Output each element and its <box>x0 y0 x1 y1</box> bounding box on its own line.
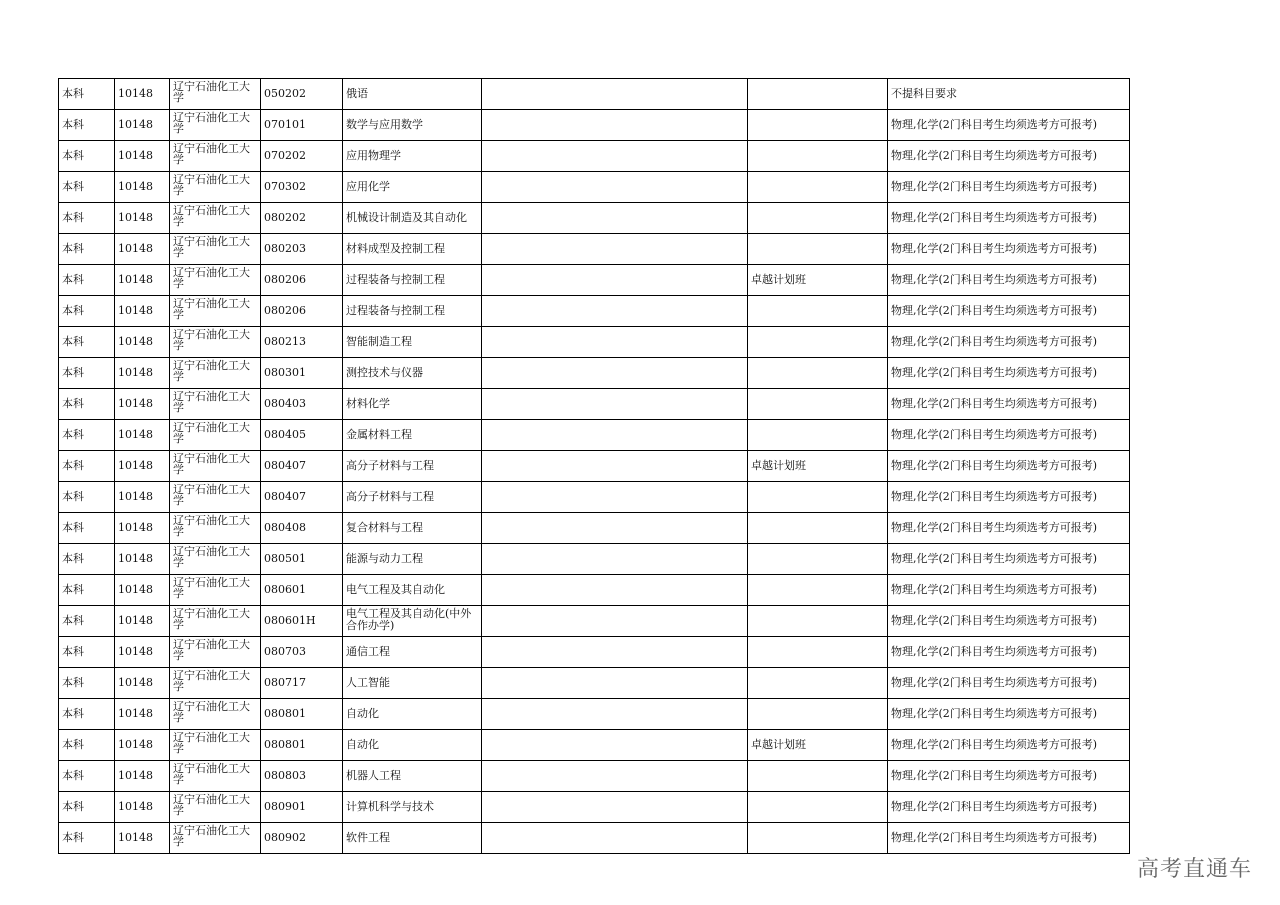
cell-note: 卓越计划班 <box>748 265 888 296</box>
cell-note <box>748 606 888 637</box>
cell-school-code: 10148 <box>115 172 170 203</box>
cell-major-code: 080801 <box>261 699 343 730</box>
table-row <box>59 327 1130 358</box>
cell-level: 本科 <box>59 265 115 296</box>
cell-level: 本科 <box>59 389 115 420</box>
cell-level: 本科 <box>59 420 115 451</box>
cell-major-code: 080717 <box>261 668 343 699</box>
cell-subject-requirement: 物理,化学(2门科目考生均须选考方可报考) <box>888 482 1130 513</box>
cell-blank <box>482 699 748 730</box>
cell-school-name: 辽宁石油化工大学 <box>170 513 261 544</box>
admission-table <box>58 78 1130 854</box>
cell-note <box>748 544 888 575</box>
cell-major-code: 080206 <box>261 265 343 296</box>
cell-major-code: 070302 <box>261 172 343 203</box>
cell-school-name: 辽宁石油化工大学 <box>170 110 261 141</box>
table-row <box>59 420 1130 451</box>
cell-school-code: 10148 <box>115 761 170 792</box>
cell-subject-requirement: 物理,化学(2门科目考生均须选考方可报考) <box>888 544 1130 575</box>
cell-subject-requirement: 物理,化学(2门科目考生均须选考方可报考) <box>888 389 1130 420</box>
table-row <box>59 792 1130 823</box>
cell-school-name: 辽宁石油化工大学 <box>170 358 261 389</box>
cell-blank <box>482 141 748 172</box>
table-row <box>59 296 1130 327</box>
cell-major-code: 080901 <box>261 792 343 823</box>
cell-level: 本科 <box>59 110 115 141</box>
cell-subject-requirement: 物理,化学(2门科目考生均须选考方可报考) <box>888 606 1130 637</box>
cell-subject-requirement: 物理,化学(2门科目考生均须选考方可报考) <box>888 110 1130 141</box>
cell-school-name: 辽宁石油化工大学 <box>170 296 261 327</box>
cell-major-name: 高分子材料与工程 <box>343 482 482 513</box>
cell-subject-requirement: 物理,化学(2门科目考生均须选考方可报考) <box>888 420 1130 451</box>
cell-level: 本科 <box>59 79 115 110</box>
cell-level: 本科 <box>59 451 115 482</box>
cell-school-name: 辽宁石油化工大学 <box>170 172 261 203</box>
cell-major-code: 080407 <box>261 482 343 513</box>
cell-school-name: 辽宁石油化工大学 <box>170 761 261 792</box>
cell-school-code: 10148 <box>115 110 170 141</box>
cell-school-name: 辽宁石油化工大学 <box>170 730 261 761</box>
cell-major-name: 能源与动力工程 <box>343 544 482 575</box>
cell-note <box>748 234 888 265</box>
cell-blank <box>482 420 748 451</box>
cell-note <box>748 792 888 823</box>
cell-note: 卓越计划班 <box>748 730 888 761</box>
cell-blank <box>482 327 748 358</box>
cell-level: 本科 <box>59 327 115 358</box>
cell-level: 本科 <box>59 203 115 234</box>
table-row <box>59 637 1130 668</box>
table-body <box>59 79 1130 854</box>
cell-school-code: 10148 <box>115 141 170 172</box>
cell-major-code: 080202 <box>261 203 343 234</box>
cell-major-code: 070202 <box>261 141 343 172</box>
table-row <box>59 451 1130 482</box>
cell-note <box>748 420 888 451</box>
cell-major-name: 数学与应用数学 <box>343 110 482 141</box>
cell-blank <box>482 637 748 668</box>
cell-school-code: 10148 <box>115 358 170 389</box>
cell-major-name: 材料成型及控制工程 <box>343 234 482 265</box>
cell-school-code: 10148 <box>115 637 170 668</box>
cell-major-name: 计算机科学与技术 <box>343 792 482 823</box>
table-row <box>59 265 1130 296</box>
cell-blank <box>482 544 748 575</box>
cell-subject-requirement: 物理,化学(2门科目考生均须选考方可报考) <box>888 451 1130 482</box>
cell-note <box>748 823 888 854</box>
cell-note <box>748 482 888 513</box>
table-row <box>59 389 1130 420</box>
cell-major-code: 080902 <box>261 823 343 854</box>
cell-school-code: 10148 <box>115 823 170 854</box>
cell-school-name: 辽宁石油化工大学 <box>170 141 261 172</box>
cell-note <box>748 203 888 234</box>
cell-level: 本科 <box>59 668 115 699</box>
cell-note <box>748 637 888 668</box>
cell-subject-requirement: 物理,化学(2门科目考生均须选考方可报考) <box>888 761 1130 792</box>
cell-blank <box>482 110 748 141</box>
table-row <box>59 823 1130 854</box>
cell-school-name: 辽宁石油化工大学 <box>170 575 261 606</box>
cell-level: 本科 <box>59 637 115 668</box>
cell-level: 本科 <box>59 606 115 637</box>
table-row <box>59 141 1130 172</box>
cell-level: 本科 <box>59 699 115 730</box>
cell-major-name: 测控技术与仪器 <box>343 358 482 389</box>
cell-major-code: 080703 <box>261 637 343 668</box>
cell-school-code: 10148 <box>115 451 170 482</box>
cell-major-code: 080407 <box>261 451 343 482</box>
cell-subject-requirement: 物理,化学(2门科目考生均须选考方可报考) <box>888 296 1130 327</box>
cell-blank <box>482 451 748 482</box>
cell-school-name: 辽宁石油化工大学 <box>170 823 261 854</box>
cell-school-code: 10148 <box>115 699 170 730</box>
cell-major-code: 080803 <box>261 761 343 792</box>
cell-subject-requirement: 物理,化学(2门科目考生均须选考方可报考) <box>888 265 1130 296</box>
cell-subject-requirement: 物理,化学(2门科目考生均须选考方可报考) <box>888 730 1130 761</box>
cell-subject-requirement: 物理,化学(2门科目考生均须选考方可报考) <box>888 575 1130 606</box>
cell-blank <box>482 761 748 792</box>
cell-major-name: 人工智能 <box>343 668 482 699</box>
cell-school-code: 10148 <box>115 792 170 823</box>
cell-major-code: 080203 <box>261 234 343 265</box>
table-row <box>59 699 1130 730</box>
cell-blank <box>482 358 748 389</box>
cell-note <box>748 513 888 544</box>
cell-level: 本科 <box>59 761 115 792</box>
watermark-text: 高考直通车 <box>1136 857 1252 882</box>
cell-major-name: 过程装备与控制工程 <box>343 265 482 296</box>
cell-major-name: 高分子材料与工程 <box>343 451 482 482</box>
cell-note <box>748 358 888 389</box>
cell-blank <box>482 203 748 234</box>
cell-subject-requirement: 物理,化学(2门科目考生均须选考方可报考) <box>888 699 1130 730</box>
cell-level: 本科 <box>59 544 115 575</box>
cell-major-code: 080601 <box>261 575 343 606</box>
cell-subject-requirement: 不提科目要求 <box>888 79 1130 110</box>
cell-major-name: 电气工程及其自动化 <box>343 575 482 606</box>
cell-major-name: 复合材料与工程 <box>343 513 482 544</box>
cell-major-name: 自动化 <box>343 699 482 730</box>
cell-blank <box>482 265 748 296</box>
cell-school-code: 10148 <box>115 730 170 761</box>
cell-level: 本科 <box>59 482 115 513</box>
cell-major-name: 自动化 <box>343 730 482 761</box>
cell-school-name: 辽宁石油化工大学 <box>170 265 261 296</box>
cell-school-name: 辽宁石油化工大学 <box>170 637 261 668</box>
cell-note <box>748 761 888 792</box>
cell-subject-requirement: 物理,化学(2门科目考生均须选考方可报考) <box>888 637 1130 668</box>
cell-blank <box>482 792 748 823</box>
cell-note <box>748 389 888 420</box>
cell-school-code: 10148 <box>115 420 170 451</box>
cell-note <box>748 668 888 699</box>
cell-school-name: 辽宁石油化工大学 <box>170 699 261 730</box>
cell-major-name: 材料化学 <box>343 389 482 420</box>
cell-blank <box>482 668 748 699</box>
cell-subject-requirement: 物理,化学(2门科目考生均须选考方可报考) <box>888 823 1130 854</box>
cell-blank <box>482 482 748 513</box>
cell-subject-requirement: 物理,化学(2门科目考生均须选考方可报考) <box>888 203 1130 234</box>
cell-major-code: 050202 <box>261 79 343 110</box>
cell-note <box>748 110 888 141</box>
table-row <box>59 761 1130 792</box>
cell-major-name: 机器人工程 <box>343 761 482 792</box>
table-row <box>59 172 1130 203</box>
cell-level: 本科 <box>59 792 115 823</box>
cell-school-code: 10148 <box>115 513 170 544</box>
cell-subject-requirement: 物理,化学(2门科目考生均须选考方可报考) <box>888 234 1130 265</box>
cell-level: 本科 <box>59 296 115 327</box>
cell-school-code: 10148 <box>115 668 170 699</box>
cell-blank <box>482 575 748 606</box>
cell-school-name: 辽宁石油化工大学 <box>170 482 261 513</box>
table-row <box>59 203 1130 234</box>
cell-school-code: 10148 <box>115 79 170 110</box>
table-row <box>59 544 1130 575</box>
cell-school-name: 辽宁石油化工大学 <box>170 668 261 699</box>
cell-school-code: 10148 <box>115 389 170 420</box>
table-row <box>59 234 1130 265</box>
cell-subject-requirement: 物理,化学(2门科目考生均须选考方可报考) <box>888 141 1130 172</box>
table-row <box>59 730 1130 761</box>
cell-major-name: 应用物理学 <box>343 141 482 172</box>
cell-subject-requirement: 物理,化学(2门科目考生均须选考方可报考) <box>888 327 1130 358</box>
cell-note <box>748 296 888 327</box>
cell-school-name: 辽宁石油化工大学 <box>170 389 261 420</box>
cell-blank <box>482 606 748 637</box>
cell-blank <box>482 730 748 761</box>
cell-blank <box>482 234 748 265</box>
cell-school-code: 10148 <box>115 234 170 265</box>
table-row <box>59 513 1130 544</box>
cell-school-code: 10148 <box>115 203 170 234</box>
cell-blank <box>482 389 748 420</box>
cell-major-code: 080408 <box>261 513 343 544</box>
cell-level: 本科 <box>59 141 115 172</box>
cell-school-code: 10148 <box>115 482 170 513</box>
cell-major-name: 通信工程 <box>343 637 482 668</box>
cell-major-code: 080206 <box>261 296 343 327</box>
cell-major-name: 软件工程 <box>343 823 482 854</box>
cell-note <box>748 79 888 110</box>
table-row <box>59 482 1130 513</box>
cell-major-code: 080213 <box>261 327 343 358</box>
cell-major-name: 金属材料工程 <box>343 420 482 451</box>
cell-school-code: 10148 <box>115 296 170 327</box>
table-row <box>59 110 1130 141</box>
cell-school-name: 辽宁石油化工大学 <box>170 234 261 265</box>
table-row <box>59 358 1130 389</box>
cell-subject-requirement: 物理,化学(2门科目考生均须选考方可报考) <box>888 513 1130 544</box>
cell-school-name: 辽宁石油化工大学 <box>170 203 261 234</box>
cell-level: 本科 <box>59 513 115 544</box>
cell-blank <box>482 513 748 544</box>
cell-note <box>748 575 888 606</box>
cell-major-name: 机械设计制造及其自动化 <box>343 203 482 234</box>
cell-major-name: 过程装备与控制工程 <box>343 296 482 327</box>
cell-note <box>748 141 888 172</box>
cell-major-code: 080403 <box>261 389 343 420</box>
cell-school-name: 辽宁石油化工大学 <box>170 606 261 637</box>
cell-level: 本科 <box>59 575 115 606</box>
table-row <box>59 668 1130 699</box>
cell-school-name: 辽宁石油化工大学 <box>170 544 261 575</box>
table-row <box>59 606 1130 637</box>
cell-level: 本科 <box>59 823 115 854</box>
cell-note <box>748 172 888 203</box>
cell-school-name: 辽宁石油化工大学 <box>170 451 261 482</box>
cell-major-code: 080601H <box>261 606 343 637</box>
table-row <box>59 79 1130 110</box>
cell-subject-requirement: 物理,化学(2门科目考生均须选考方可报考) <box>888 792 1130 823</box>
cell-major-code: 070101 <box>261 110 343 141</box>
cell-school-name: 辽宁石油化工大学 <box>170 327 261 358</box>
cell-blank <box>482 823 748 854</box>
cell-major-name: 电气工程及其自动化(中外合作办学) <box>343 606 482 637</box>
cell-major-name: 应用化学 <box>343 172 482 203</box>
cell-major-name: 俄语 <box>343 79 482 110</box>
cell-note <box>748 699 888 730</box>
cell-subject-requirement: 物理,化学(2门科目考生均须选考方可报考) <box>888 172 1130 203</box>
cell-note <box>748 327 888 358</box>
cell-major-name: 智能制造工程 <box>343 327 482 358</box>
cell-school-code: 10148 <box>115 327 170 358</box>
cell-blank <box>482 172 748 203</box>
cell-level: 本科 <box>59 730 115 761</box>
cell-blank <box>482 79 748 110</box>
cell-note: 卓越计划班 <box>748 451 888 482</box>
cell-subject-requirement: 物理,化学(2门科目考生均须选考方可报考) <box>888 358 1130 389</box>
cell-school-code: 10148 <box>115 544 170 575</box>
cell-school-code: 10148 <box>115 575 170 606</box>
cell-school-code: 10148 <box>115 606 170 637</box>
cell-school-code: 10148 <box>115 265 170 296</box>
cell-blank <box>482 296 748 327</box>
table-row <box>59 575 1130 606</box>
cell-level: 本科 <box>59 234 115 265</box>
cell-major-code: 080301 <box>261 358 343 389</box>
cell-subject-requirement: 物理,化学(2门科目考生均须选考方可报考) <box>888 668 1130 699</box>
cell-school-name: 辽宁石油化工大学 <box>170 79 261 110</box>
cell-school-name: 辽宁石油化工大学 <box>170 792 261 823</box>
cell-school-name: 辽宁石油化工大学 <box>170 420 261 451</box>
cell-major-code: 080801 <box>261 730 343 761</box>
cell-major-code: 080501 <box>261 544 343 575</box>
cell-level: 本科 <box>59 358 115 389</box>
cell-level: 本科 <box>59 172 115 203</box>
cell-major-code: 080405 <box>261 420 343 451</box>
